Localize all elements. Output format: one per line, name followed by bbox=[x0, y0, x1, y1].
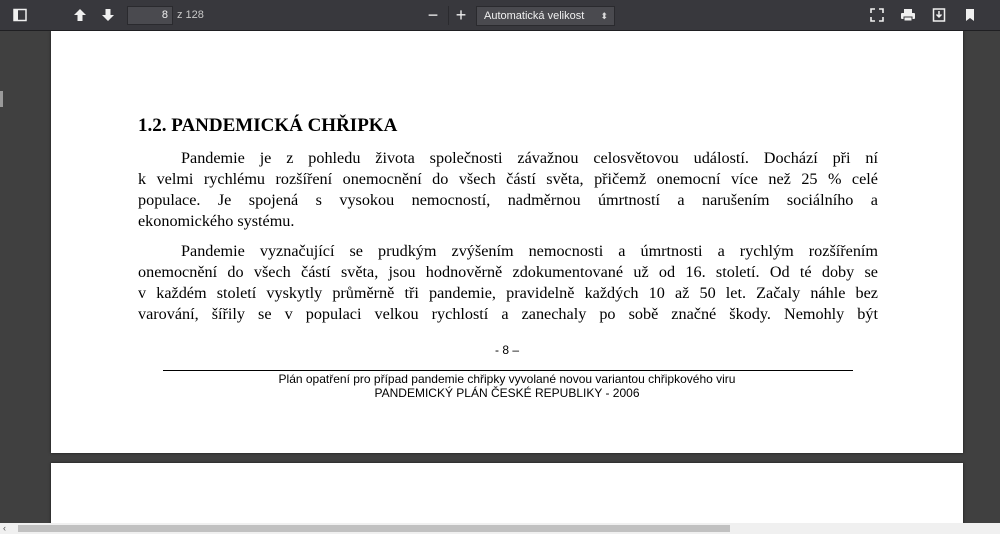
select-arrows-icon: ⬍ bbox=[600, 11, 608, 21]
footer-line-1: Plán opatření pro případ pandemie chřipky vyvolané novou variantou chřipkového viru bbox=[278, 372, 736, 386]
pdf-page-next bbox=[51, 463, 963, 523]
zoom-select[interactable] bbox=[476, 6, 615, 26]
arrow-down-icon[interactable] bbox=[96, 4, 120, 26]
zoom-in-button[interactable] bbox=[449, 4, 473, 26]
text-line: varování, šířily se v populaci velkou rychlostí a zanechaly po sobě značné škody. Nemohly být bbox=[138, 305, 878, 323]
text-line: Pandemie vyznačující se prudkým zvýšením nemocnosti a úmrtnosti a rychlým rozšířením bbox=[181, 242, 878, 260]
pdf-toolbar bbox=[0, 0, 1000, 31]
zoom-in-label: + bbox=[455, 5, 467, 25]
text-line: ekonomického systému. bbox=[138, 212, 295, 230]
scroll-left-icon[interactable]: ‹ bbox=[3, 523, 6, 533]
zoom-out-button[interactable] bbox=[421, 4, 445, 26]
left-edge-marker bbox=[0, 91, 3, 107]
footer-line-2: PANDEMICKÝ PLÁN ČESKÉ REPUBLIKY - 2006 bbox=[374, 386, 640, 400]
zoom-out-label: − bbox=[427, 5, 439, 25]
bookmark-icon[interactable] bbox=[958, 4, 982, 26]
footer-divider bbox=[163, 370, 853, 371]
print-icon[interactable] bbox=[896, 4, 920, 26]
page-number: - 8 – bbox=[494, 343, 519, 357]
arrow-up-icon[interactable] bbox=[68, 4, 92, 26]
horizontal-scrollbar[interactable] bbox=[0, 523, 1000, 534]
download-icon[interactable] bbox=[927, 4, 951, 26]
zoom-select-value: Automatická velikost bbox=[484, 10, 585, 22]
text-line: Pandemie je z pohledu života společnosti závažnou celosvětovou událostí. Dochází při ní bbox=[181, 149, 878, 167]
paragraph-2 bbox=[138, 241, 878, 325]
sidebar-toggle-icon[interactable] bbox=[8, 4, 32, 26]
paragraph-1 bbox=[138, 148, 878, 232]
fullscreen-icon[interactable] bbox=[865, 4, 889, 26]
page-number-input[interactable]: 8 bbox=[127, 6, 173, 25]
scrollbar-thumb[interactable] bbox=[18, 525, 730, 532]
section-heading: 1.2. PANDEMICKÁ CHŘIPKA bbox=[138, 115, 398, 136]
text-line: k velmi rychlému rozšíření onemocnění do všech částí světa, přičemž onemocní více než 25 % celé bbox=[138, 170, 878, 188]
text-line: v každém století vyskytly průměrně tři pandemie, pravidelně každých 10 až 50 let. Začaly náhle bez bbox=[138, 284, 878, 302]
text-line: onemocnění do všech částí světa, jsou hodnověrně zdokumentované už od 16. století. Od té doby se bbox=[138, 263, 878, 281]
document-viewer[interactable] bbox=[0, 31, 1000, 523]
page-total-label: z 128 bbox=[177, 9, 204, 21]
pdf-page bbox=[51, 31, 963, 453]
text-line: populace. Je spojená s vysokou nemocností, nadměrnou úmrtností a narušením sociálního a bbox=[138, 191, 878, 209]
